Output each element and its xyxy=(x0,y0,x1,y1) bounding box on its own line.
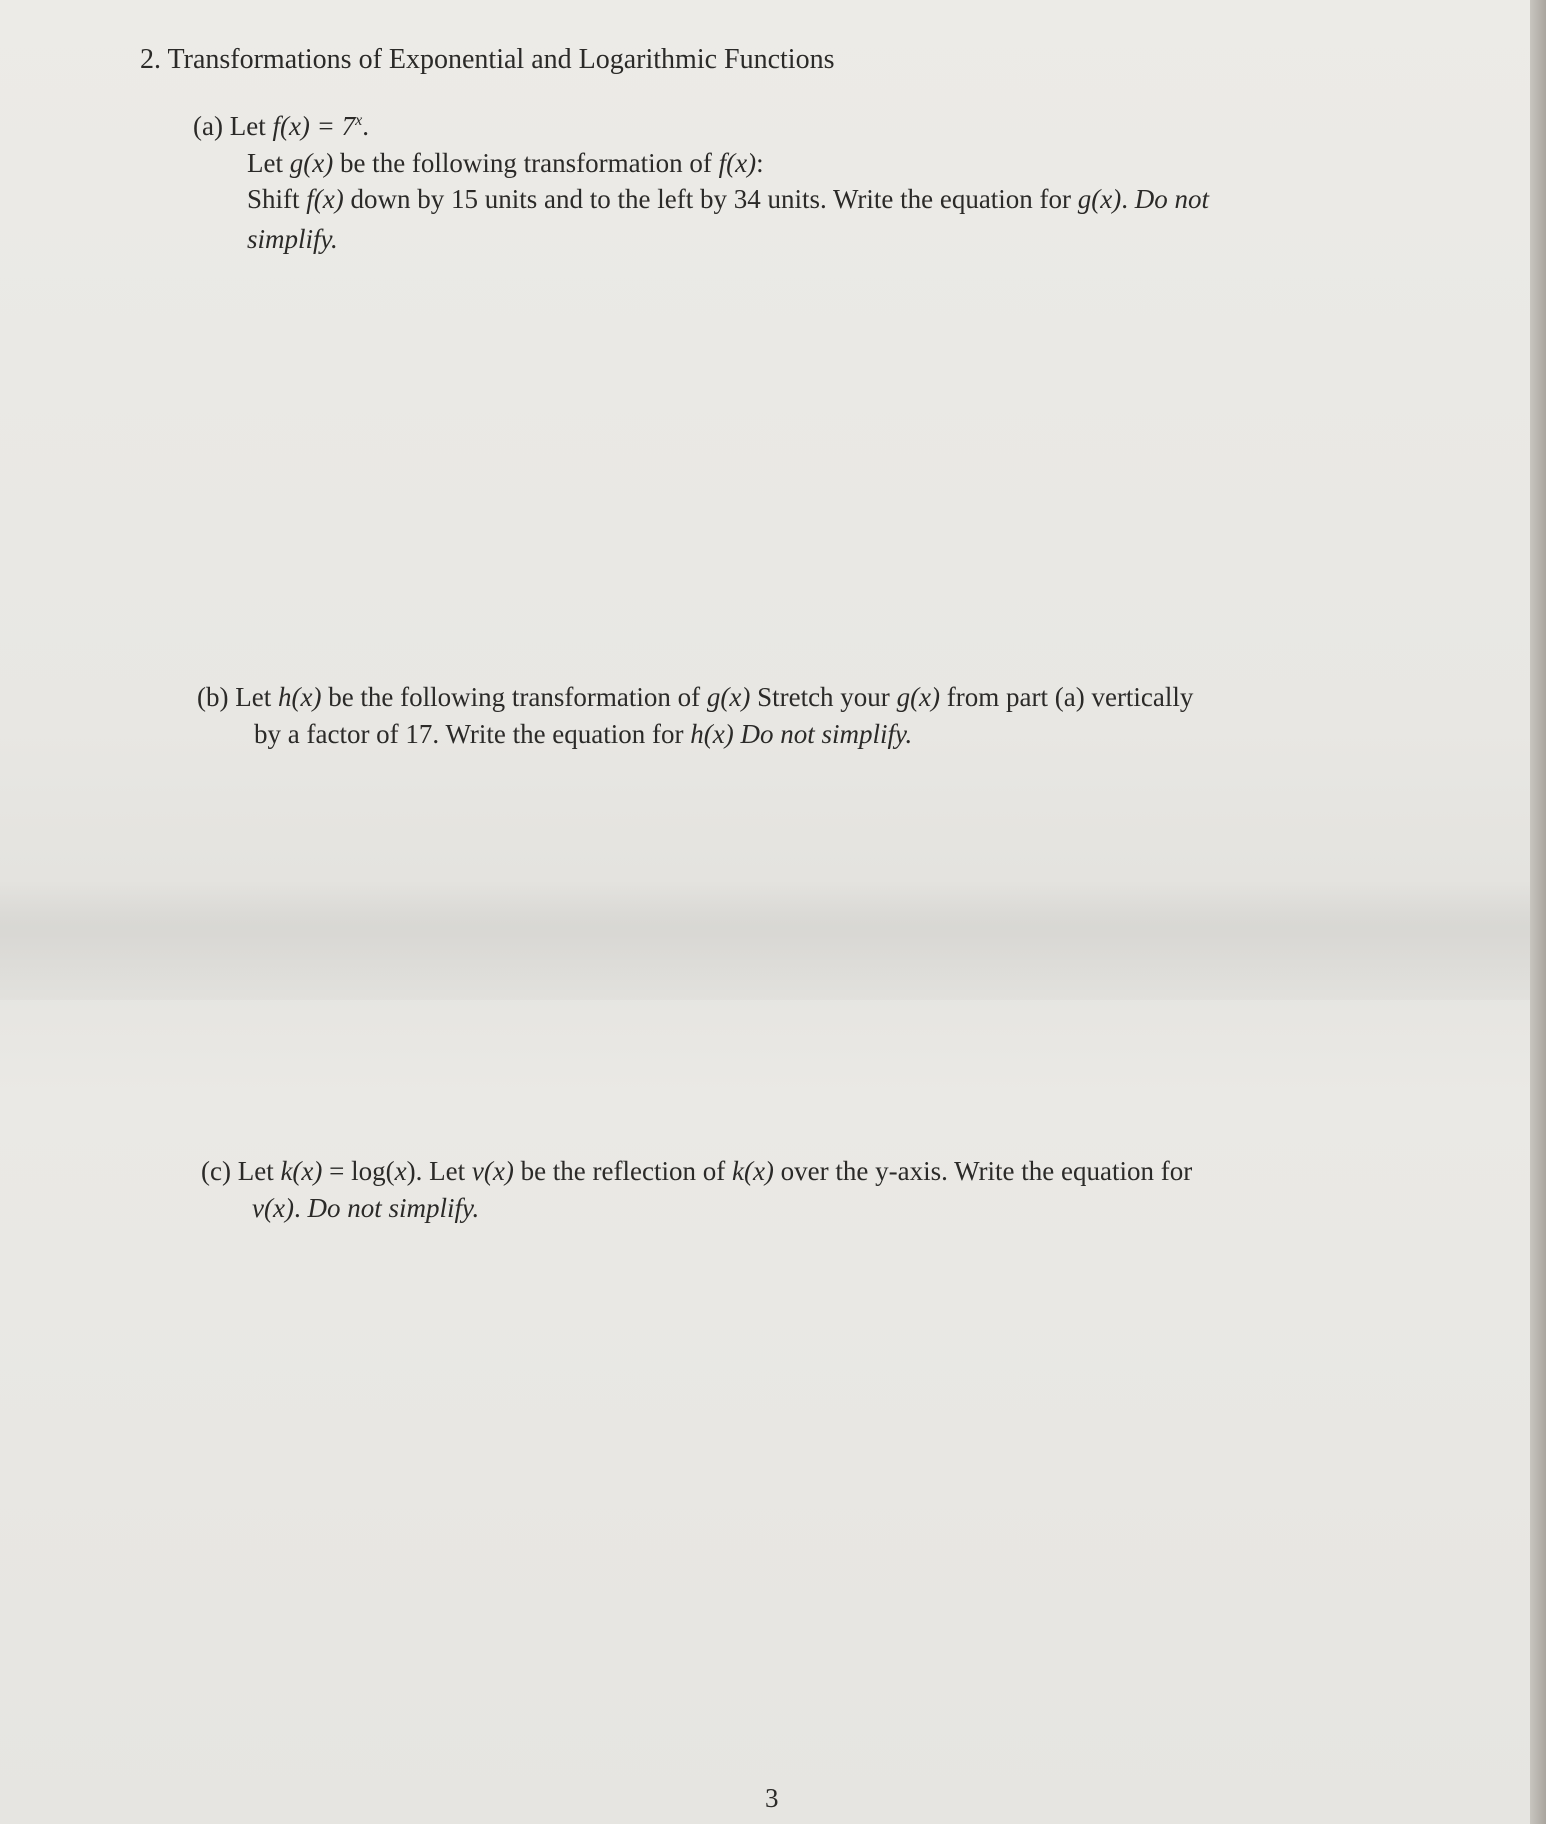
text-span: over the y-axis. Write the equation for xyxy=(773,1156,1193,1186)
text-span: : xyxy=(756,148,764,178)
text-span: Let xyxy=(247,148,290,178)
instruction-italic: Do not simplify. xyxy=(733,719,913,749)
text-span: ). Let xyxy=(406,1156,472,1186)
function-h: h(x) xyxy=(277,682,322,712)
instruction-italic: Do not xyxy=(1134,184,1210,214)
text-span: be the reflection of xyxy=(513,1156,732,1186)
function-f: f(x) = 7 xyxy=(272,111,356,141)
function-h: h(x) xyxy=(690,719,734,749)
part-a-line-1 xyxy=(193,108,369,144)
period: . xyxy=(362,111,369,141)
function-f: f(x) xyxy=(718,148,757,178)
paper-fold xyxy=(0,880,1530,1000)
text-span: down by 15 units and to the left by 34 units. Write the equation for xyxy=(343,184,1078,214)
function-f: f(x) xyxy=(306,184,344,214)
function-g: g(x) xyxy=(289,148,334,178)
text-span: (c) Let xyxy=(201,1156,281,1186)
part-b-line-1 xyxy=(197,679,1193,715)
page-edge xyxy=(1530,0,1546,1824)
text-span: be the following transformation of xyxy=(333,148,719,178)
text-span: . xyxy=(1121,184,1135,214)
part-a-line-3 xyxy=(247,181,1209,217)
function-v: v(x) xyxy=(471,1156,514,1186)
variable-x: x xyxy=(394,1156,407,1186)
text-span: from part (a) vertically xyxy=(940,682,1194,712)
part-a-line-4: simplify. xyxy=(247,224,338,254)
part-a-line-2 xyxy=(247,145,764,181)
text-span: by a factor of 17. Write the equation for xyxy=(254,719,691,749)
part-c-line-1 xyxy=(201,1153,1192,1189)
function-g: g(x) xyxy=(706,682,751,712)
text-span: . xyxy=(293,1193,308,1223)
function-k: k(x) xyxy=(280,1156,323,1186)
text-span: Shift xyxy=(247,184,307,214)
page-number: 3 xyxy=(765,1783,779,1813)
text-span: be the following transformation of xyxy=(321,682,707,712)
exponent-x: x xyxy=(355,112,363,129)
text-span: (b) Let xyxy=(197,682,278,712)
question-title: 2. Transformations of Exponential and Logarithmic Functions xyxy=(140,44,835,75)
text-span: = log( xyxy=(322,1156,395,1186)
function-g: g(x) xyxy=(1077,184,1122,214)
function-g: g(x) xyxy=(896,682,941,712)
part-c-line-2 xyxy=(252,1190,479,1226)
part-b-line-2 xyxy=(254,716,912,752)
part-a-intro: (a) Let xyxy=(193,111,273,141)
instruction-italic: Do not simplify. xyxy=(307,1193,480,1223)
function-v: v(x) xyxy=(252,1193,294,1223)
text-span: Stretch your xyxy=(750,682,897,712)
function-k: k(x) xyxy=(731,1156,774,1186)
